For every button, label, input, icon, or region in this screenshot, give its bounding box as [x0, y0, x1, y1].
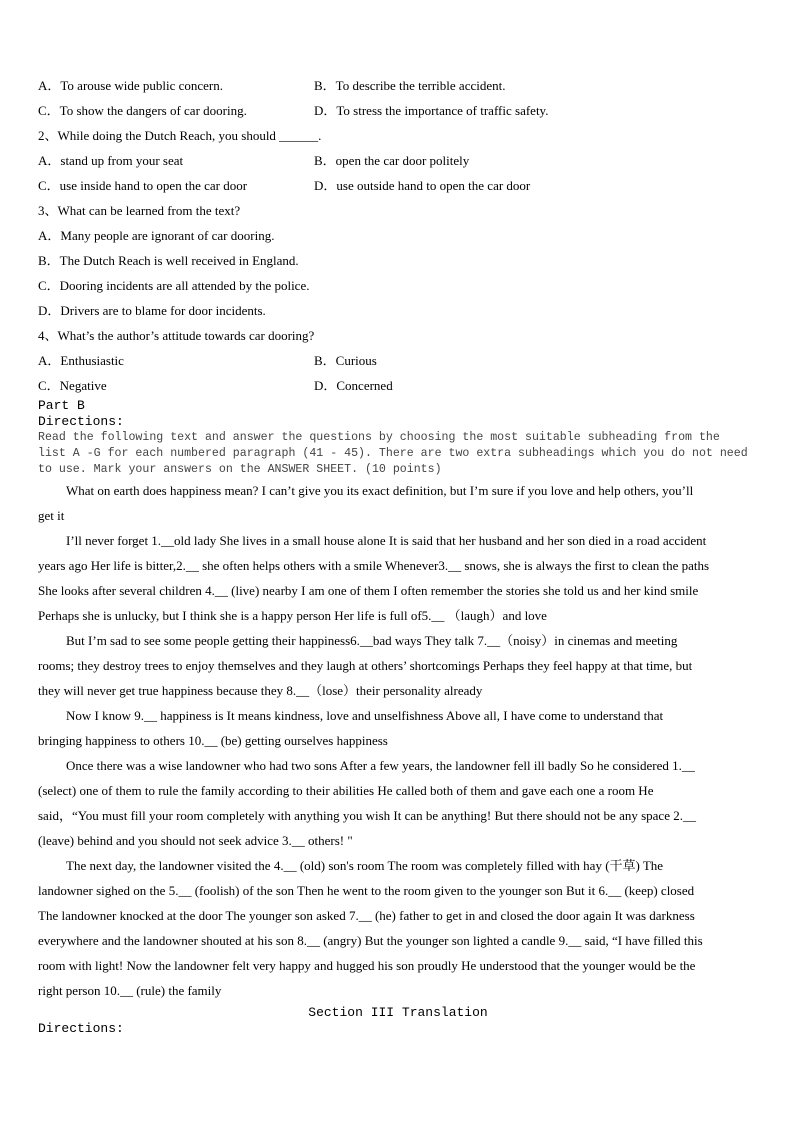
option-text: A．Enthusiastic	[38, 353, 124, 368]
option-text: D．To stress the importance of traffic safety.	[314, 103, 549, 118]
option-text: B．To describe the terrible accident.	[314, 78, 506, 93]
option-text: C．To show the dangers of car dooring.	[38, 103, 247, 118]
question-row	[38, 123, 758, 148]
directions-line: list A -G for each numbered paragraph (41 - 45). There are two extra subheadings which you do not need	[38, 447, 748, 460]
question-row	[38, 298, 758, 323]
passage-line: right person 10.__ (rule) the family	[38, 983, 222, 998]
option-text: D．use outside hand to open the car door	[314, 178, 531, 193]
option-text: 3、What can be learned from the text?	[38, 203, 241, 218]
section-3-directions-label: Directions:	[38, 1021, 124, 1036]
question-row	[38, 248, 758, 273]
option-text: B．Curious	[314, 353, 377, 368]
passage-line: Once there was a wise landowner who had two sons After a few years, the landowner fell ill badly So he considered 1.__	[66, 758, 695, 773]
question-row	[38, 223, 758, 248]
option-text: D．Concerned	[314, 378, 393, 393]
passage-line: rooms; they destroy trees to enjoy themselves and they laugh at others’ shortcomings Perhaps they feel happy at that time, but	[38, 658, 693, 673]
question-row	[38, 273, 758, 298]
passage-line: they will never get true happiness because they 8.__（lose）their personality already	[38, 683, 483, 698]
passage-line: Now I know 9.__ happiness is It means kindness, love and unselfishness Above all, I have come to understand that	[66, 708, 664, 723]
option-text: C．use inside hand to open the car door	[38, 178, 248, 193]
question-row	[38, 348, 758, 373]
question-row	[38, 373, 758, 398]
option-text: B．The Dutch Reach is well received in England.	[38, 253, 299, 268]
passage-line: The landowner knocked at the door The younger son asked 7.__ (he) father to get in and closed the door again It was darkness	[38, 908, 695, 923]
passage-line: She looks after several children 4.__ (live) nearby I am one of them I often remember the stories she told us and her kind smile	[38, 583, 699, 598]
question-row	[38, 198, 758, 223]
directions-line: Read the following text and answer the questions by choosing the most suitable subheading from the	[38, 431, 720, 444]
passage-line: everywhere and the landowner shouted at his son 8.__ (angry) But the younger son lighted a candle 9.__ said, “I have filled this	[38, 933, 703, 948]
option-text: 2、While doing the Dutch Reach, you should ______.	[38, 128, 322, 143]
passage-line: But I’m sad to see some people getting their happiness6.__bad ways They talk 7.__（noisy）in cinemas and meeting	[66, 633, 678, 648]
question-row	[38, 148, 758, 173]
option-text: C．Dooring incidents are all attended by the police.	[38, 278, 310, 293]
part-b-directions	[38, 430, 758, 478]
passage-line: said，“You must fill your room completely with anything you wish It can be anything! But there should not be any space 2.__	[38, 808, 696, 823]
option-text: A．Many people are ignorant of car dooring.	[38, 228, 275, 243]
passage-line: (leave) behind and you should not seek advice 3.__ others! "	[38, 833, 353, 848]
passage-line: What on earth does happiness mean? I can’t give you its exact definition, but I’m sure if you love and help others, you’ll	[66, 483, 694, 498]
option-text: A．To arouse wide public concern.	[38, 78, 224, 93]
option-text: C．Negative	[38, 378, 107, 393]
cloze-passage	[38, 478, 758, 1003]
section-3-title: Section III Translation	[308, 1005, 488, 1020]
option-text: D．Drivers are to blame for door incidents.	[38, 303, 266, 318]
passage-line: bringing happiness to others 10.__ (be) getting ourselves happiness	[38, 733, 388, 748]
question-row	[38, 98, 758, 123]
document-page	[38, 73, 758, 1037]
passage-line: get it	[38, 508, 65, 523]
question-options	[38, 73, 758, 398]
directions-line: to use. Mark your answers on the ANSWER SHEET. (10 points)	[38, 463, 442, 476]
passage-line: The next day, the landowner visited the 4.__ (old) son's room The room was completely filled with hay (干草) The	[66, 858, 664, 873]
option-text: B．open the car door politely	[314, 153, 470, 168]
question-row	[38, 73, 758, 98]
passage-line: years ago Her life is bitter,2.__ she often helps others with a smile Whenever3.__ snows, she is always the first to clean the paths	[38, 558, 710, 573]
question-row	[38, 323, 758, 348]
passage-line: Perhaps she is unlucky, but I think she is a happy person Her life is full of5.__ （laugh）and love	[38, 608, 547, 623]
part-b-directions-label: Directions:	[38, 414, 124, 429]
question-row	[38, 173, 758, 198]
passage-line: (select) one of them to rule the family according to their abilities He called both of them and gave each one a room He	[38, 783, 654, 798]
passage-line: I’ll never forget 1.__old lady She lives in a small house alone It is said that her husband and her son died in a road accident	[66, 533, 707, 548]
passage-line: room with light! Now the landowner felt very happy and hugged his son proudly He understood that the younger would be the	[38, 958, 696, 973]
option-text: 4、What’s the author’s attitude towards car dooring?	[38, 328, 315, 343]
part-b-title: Part B	[38, 398, 85, 413]
passage-line: landowner sighed on the 5.__ (foolish) of the son Then he went to the room given to the younger son But it 6.__ (keep) closed	[38, 883, 695, 898]
option-text: A．stand up from your seat	[38, 153, 184, 168]
